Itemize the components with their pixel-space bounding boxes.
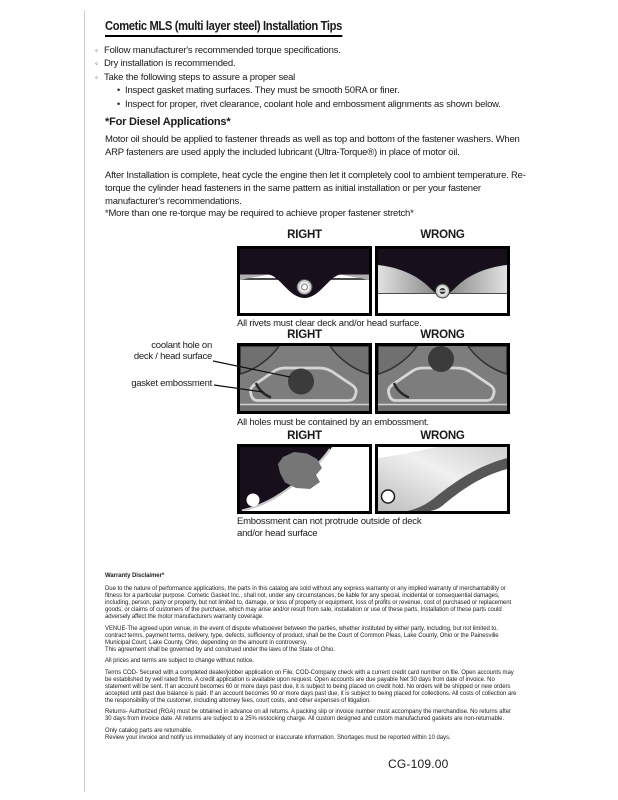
- row3-right-label: RIGHT: [287, 430, 322, 442]
- bullet-text: Follow manufacturer's recommended torque specifications.: [104, 45, 341, 56]
- disclaimer-paragraph: This agreement shall be governed by and construed under the laws of the State of Ohio.: [105, 646, 335, 653]
- disclaimer-paragraph: Terms COD- Secured with a completed dealer/jobber application on File, COD-Company check with a current credit card number on file. Open accounts may be established by well rated firms. A credit application is available upon request. Open accounts are due payable Net 30 days from date of invoice. No statement will be sent. If an account becomes 60 or more days past due, it is subject to being placed on credit hold. No orders will be shipped or new orders accepted until past due balance is paid. If an account becomes 90 or more days past due, it is subject to being placed for collections. All costs of collection are the responsibility of the customer, including attorney fees, court costs, and other expenses of litigation.: [105, 669, 517, 704]
- diagram-hole-right: [237, 343, 372, 414]
- bullet-text: Take the following steps to assure a proper seal: [104, 71, 296, 83]
- coolant-hole-callout: coolant hole on deck / head surface: [133, 340, 212, 362]
- list-item: [95, 84, 535, 97]
- installation-tips-list: [95, 44, 535, 111]
- bullet-icon: ◦: [95, 72, 98, 82]
- row2-caption: All holes must be contained by an embossment.: [237, 417, 429, 428]
- row3-caption: Embossment can not protrude outside of deck and/or head surface: [237, 516, 422, 539]
- diagram-protrude-wrong: [375, 444, 510, 514]
- disclaimer-heading: Warranty Disclaimer*: [105, 573, 165, 579]
- bullet-icon: ◦: [95, 46, 98, 55]
- disclaimer-paragraph: Returns- Authorized (RGA) must be obtained in advance on all returns. A packing slip or invoice number must accompany the merchandise. No returns after 30 days from invoice date. All returns are subject to a 25% restocking charge. All custom designed and custom manufactured gaskets are non-returnable.: [105, 709, 511, 722]
- list-item: [95, 71, 535, 84]
- bullet-text: Dry installation is recommended.: [104, 58, 236, 70]
- list-item: [95, 57, 535, 70]
- diesel-heading: *For Diesel Applications*: [105, 116, 231, 128]
- page-edge-line: [84, 10, 85, 792]
- row1-caption: All rivets must clear deck and/or head surface.: [237, 318, 422, 329]
- bullet-icon: •: [117, 85, 120, 96]
- row1-right-label: RIGHT: [287, 229, 322, 241]
- part-number: CG-109.00: [388, 757, 449, 771]
- list-item: [95, 98, 535, 111]
- warranty-disclaimer: [105, 573, 517, 746]
- disclaimer-paragraph: Review your invoice and notify us immediately of any incorrect or inaccurate information. Shortages must be reported within 10 days.: [105, 734, 451, 741]
- list-item: [95, 44, 535, 57]
- disclaimer-paragraph: All prices and terms are subject to change without notice.: [105, 658, 254, 664]
- diagram-rivet-right: [237, 246, 372, 316]
- bullet-icon: •: [117, 98, 120, 109]
- bullet-text: Inspect for proper, rivet clearance, coolant hole and embossment alignments as shown below.: [125, 98, 501, 110]
- diagram-hole-wrong: [375, 343, 510, 414]
- row3-wrong-label: WRONG: [420, 430, 465, 442]
- disclaimer-paragraph: Due to the nature of performance applications, the parts in this catalog are sold without any express warranty or any implied warranty of merchantability or fitness for a particular purpose. Cometic Gasket Inc., shall not, under any circumstances, be liable for any special, incidental or consequential damages, including, person, party or property, but not limited to, damage, or loss of property or equipment, loss of profits or revenue, cost of purchased or replacement goods, or claims of customers of the purchase, which may arise and/or result from sale, installation or use of these parts. Installation of these parts could adversely affect the motor manufacturers warranty coverage.: [105, 586, 512, 620]
- row1-wrong-label: WRONG: [420, 229, 465, 241]
- page-title: Cometic MLS (multi layer steel) Installation Tips: [105, 18, 342, 37]
- diagram-protrude-right: [237, 444, 372, 514]
- gasket-embossment-callout: gasket embossment: [131, 378, 212, 389]
- disclaimer-paragraph: Only catalog parts are returnable.: [105, 727, 193, 734]
- bullet-text: Inspect gasket mating surfaces. They must be smooth 50RA or finer.: [125, 85, 400, 97]
- diagram-rivet-wrong: [375, 246, 510, 316]
- row2-wrong-label: WRONG: [420, 329, 465, 341]
- diesel-paragraph-2: After Installation is complete, heat cycle the engine then let it completely cool to ambient temperature. Re-torque the cylinder head fasteners in the same pattern as initial installation or per your fastener manufacturer's recommendations.: [105, 170, 526, 208]
- row2-right-label: RIGHT: [287, 329, 322, 341]
- retorque-note: *More than one re-torque may be required to achieve proper fastener stretch*: [105, 208, 414, 219]
- bullet-icon: ◦: [95, 59, 98, 69]
- disclaimer-paragraph: VENUE-The agreed upon venue, in the event of dispute whatsoever between the parties, whether instituted by either party, including, but not limited to, contract terms, payment terms, delivery, type, defects, sufficiency of product, shall be the Court of Common Pleas, Lake County, Ohio or the Painesville Municipal Court, Lake County, Ohio, depending on the amount in controversy.: [105, 625, 499, 646]
- diesel-paragraph-1: Motor oil should be applied to fastener threads as well as top and bottom of the fastener washers. When ARP fasteners are used apply the included lubricant (Ultra-Torque®) in place of motor oil.: [105, 134, 520, 159]
